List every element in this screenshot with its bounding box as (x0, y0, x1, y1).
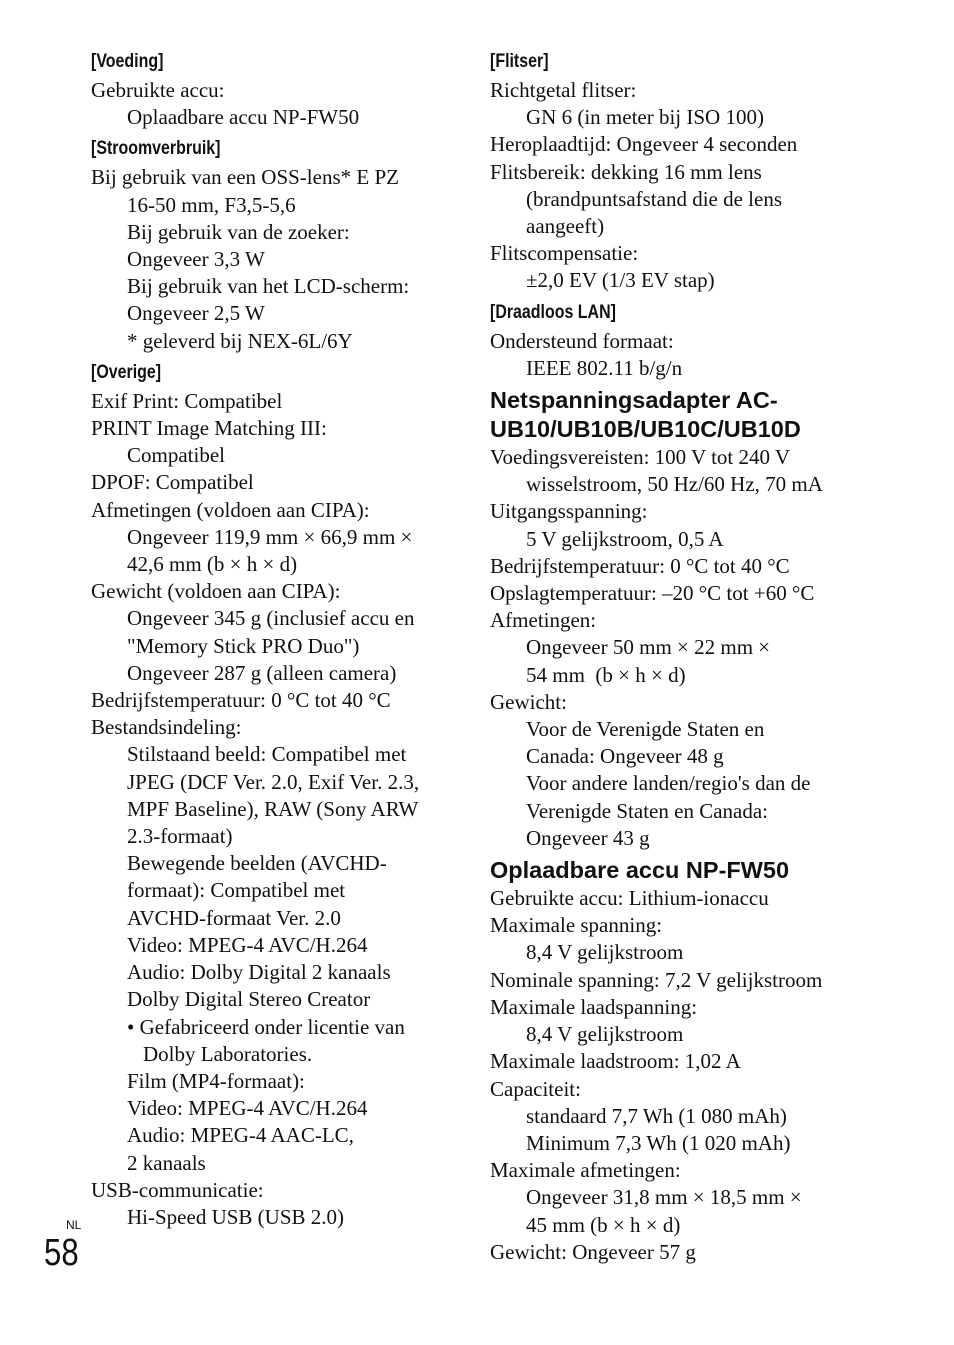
spec-line: DPOF: Compatibel (91, 470, 254, 495)
spec-line: JPEG (DCF Ver. 2.0, Exif Ver. 2.3, (127, 769, 420, 794)
spec-line: Gewicht: Ongeveer 57 g (490, 1239, 696, 1264)
spec-line: GN 6 (in meter bij ISO 100) (526, 105, 764, 130)
spec-line: Voor andere landen/regio's dan de (526, 771, 811, 796)
spec-line: Ongeveer 2,5 W (127, 301, 265, 326)
spec-line: Capaciteit: (490, 1076, 581, 1101)
spec-line: Richtgetal flitser: (490, 78, 637, 102)
section-heading-stroomverbruik: [Stroomverbruik] (91, 138, 221, 160)
spec-line: 2 kanaals (127, 1150, 206, 1175)
spec-line: Opslagtemperatuur: –20 °C tot +60 °C (490, 581, 815, 606)
spec-line: Gebruikte accu: (91, 78, 225, 102)
spec-line: Ongeveer 43 g (526, 825, 650, 850)
spec-line: Stilstaand beeld: Compatibel met (127, 742, 407, 767)
spec-line: (brandpuntsafstand die de lens (526, 186, 783, 211)
spec-line: Gewicht: (490, 689, 567, 714)
spec-line: Heroplaadtijd: Ongeveer 4 seconden (490, 132, 798, 157)
spec-line: 2.3-formaat) (127, 824, 233, 849)
spec-line: 8,4 V gelijkstroom (526, 1022, 684, 1047)
spec-line: Ongeveer 3,3 W (127, 247, 265, 272)
spec-line: 45 mm (b × h × d) (526, 1212, 681, 1237)
spec-line: Ongeveer 345 g (inclusief accu en (127, 606, 415, 631)
right-column (490, 46, 890, 1266)
spec-line: Flitscompensatie: (490, 241, 639, 266)
spec-line: Exif Print: Compatibel (91, 388, 283, 413)
spec-line: 42,6 mm (b × h × d) (127, 552, 298, 577)
spec-line: Bestandsindeling: (91, 715, 242, 740)
footnote: * geleverd bij NEX-6L/6Y (127, 328, 353, 353)
spec-line: Hi-Speed USB (USB 2.0) (127, 1204, 345, 1229)
spec-line: 8,4 V gelijkstroom (526, 940, 684, 965)
section-heading-overige: [Overige] (91, 361, 162, 383)
spec-line: Dolby Digital Stereo Creator (127, 987, 371, 1012)
bullet-note: • Gefabriceerd onder licentie van (127, 1014, 405, 1039)
bullet-note-continuation: Dolby Laboratories. (143, 1041, 313, 1066)
spec-line: Maximale spanning: (490, 913, 663, 938)
spec-line: 16-50 mm, F3,5-5,6 (127, 192, 296, 217)
page-number: 58 (44, 1232, 79, 1274)
spec-line: Oplaadbare accu NP-FW50 (127, 105, 360, 130)
spec-line: Nominale spanning: 7,2 V gelijkstroom (490, 967, 823, 992)
spec-line: formaat): Compatibel met (127, 878, 346, 903)
spec-line: IEEE 802.11 b/g/n (526, 355, 683, 380)
spec-line: Ongeveer 31,8 mm × 18,5 mm × (526, 1185, 802, 1210)
spec-line: PRINT Image Matching III: (91, 416, 327, 441)
section-heading-flitser: [Flitser] (490, 51, 549, 72)
spec-line: Canada: Ongeveer 48 g (526, 744, 724, 769)
spec-line: Audio: Dolby Digital 2 kanaals (127, 960, 391, 985)
spec-line: Bedrijfstemperatuur: 0 °C tot 40 °C (91, 688, 391, 713)
spec-line: Uitgangsspanning: (490, 499, 648, 524)
left-column (91, 46, 461, 1231)
spec-line: Ongeveer 119,9 mm × 66,9 mm × (127, 524, 413, 549)
spec-line: Maximale laadspanning: (490, 994, 698, 1019)
section-title-adapter-line2: UB10/UB10B/UB10C/UB10D (490, 416, 801, 443)
spec-line: Minimum 7,3 Wh (1 020 mAh) (526, 1130, 791, 1155)
section-heading-voeding: [Voeding] (91, 51, 164, 72)
spec-line: aangeeft) (526, 214, 605, 239)
section-title-adapter (490, 386, 890, 444)
spec-line: Voor de Verenigde Staten en (526, 717, 765, 742)
spec-line: Maximale laadstroom: 1,02 A (490, 1049, 741, 1074)
spec-line: Verenigde Staten en Canada: (526, 798, 768, 823)
spec-line: standaard 7,7 Wh (1 080 mAh) (526, 1103, 787, 1128)
section-title-accu: Oplaadbare accu NP-FW50 (490, 857, 790, 884)
spec-line: Flitsbereik: dekking 16 mm lens (490, 159, 762, 184)
spec-line: Bij gebruik van het LCD-scherm: (127, 274, 410, 299)
spec-line: 5 V gelijkstroom, 0,5 A (526, 526, 724, 551)
spec-line: Film (MP4-formaat): (127, 1068, 305, 1093)
spec-line: Afmetingen (voldoen aan CIPA): (91, 497, 370, 522)
spec-line: MPF Baseline), RAW (Sony ARW (127, 796, 419, 821)
spec-line: Bewegende beelden (AVCHD- (127, 851, 387, 876)
spec-line: Afmetingen: (490, 608, 597, 633)
spec-line: Gebruikte accu: Lithium-ionaccu (490, 886, 769, 911)
spec-line: Ongeveer 50 mm × 22 mm × (526, 635, 771, 660)
spec-line: Voedingsvereisten: 100 V tot 240 V (490, 445, 791, 470)
spec-line: Compatibel (127, 443, 225, 468)
spec-line: Ongeveer 287 g (alleen camera) (127, 660, 397, 685)
language-code: NL (66, 1218, 82, 1232)
spec-line: Gewicht (voldoen aan CIPA): (91, 579, 341, 604)
spec-line: AVCHD-formaat Ver. 2.0 (127, 905, 341, 930)
spec-line: Video: MPEG-4 AVC/H.264 (127, 1096, 368, 1121)
spec-line: "Memory Stick PRO Duo") (127, 633, 360, 658)
spec-line: Ondersteund formaat: (490, 328, 674, 353)
spec-line: Bij gebruik van de zoeker: (127, 219, 350, 244)
spec-line: Video: MPEG-4 AVC/H.264 (127, 932, 368, 957)
spec-line: wisselstroom, 50 Hz/60 Hz, 70 mA (526, 472, 823, 497)
section-heading-draadloos-lan: [Draadloos LAN] (490, 301, 616, 323)
spec-line: Maximale afmetingen: (490, 1158, 681, 1183)
spec-line: Bij gebruik van een OSS-lens* E PZ (91, 165, 399, 190)
spec-line: ±2,0 EV (1/3 EV stap) (526, 268, 715, 293)
spec-line: Audio: MPEG-4 AAC-LC, (127, 1123, 354, 1148)
section-title-adapter-line1: Netspanningsadapter AC- (490, 387, 778, 414)
spec-line: Bedrijfstemperatuur: 0 °C tot 40 °C (490, 553, 790, 578)
spec-line: USB-communicatie: (91, 1177, 264, 1202)
spec-line: 54 mm (b × h × d) (526, 662, 686, 687)
